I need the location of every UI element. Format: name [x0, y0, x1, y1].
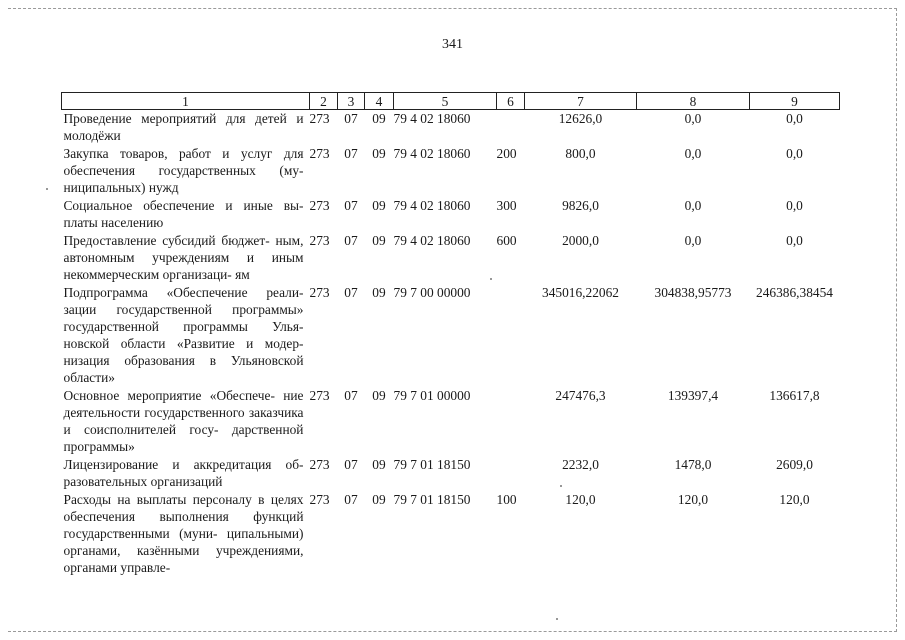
cell-value-8: 0,0	[684, 233, 702, 248]
cell-expense-type	[497, 456, 525, 491]
column-header: 2	[310, 93, 338, 110]
table-row	[62, 110, 840, 146]
cell-section: 07	[344, 146, 358, 161]
cell-subsection: 09	[372, 492, 386, 507]
cell-subsection: 09	[372, 457, 386, 472]
cell-name-line: и молодёжи	[63, 111, 304, 143]
cell-subsection: 09	[372, 111, 386, 126]
scan-speck	[490, 278, 492, 280]
cell-name	[62, 491, 310, 577]
cell-grbs: 273	[309, 457, 330, 472]
cell-value-7: 120,0	[565, 492, 596, 507]
cell-value-7: 2000,0	[562, 233, 599, 248]
column-header: 8	[637, 93, 750, 110]
cell-grbs: 273	[309, 492, 330, 507]
cell-value-9: 136617,8	[769, 388, 820, 403]
cell-value-8: 1478,0	[674, 457, 712, 472]
cell-name-line: платы населению	[63, 215, 164, 230]
cell-expense-type: 200	[496, 146, 517, 161]
cell-section: 07	[344, 111, 358, 126]
cell-expense-type	[497, 284, 525, 387]
cell-value-7: 247476,3	[555, 388, 606, 403]
cell-name-line: заказчика и соисполнителей госу-	[63, 405, 304, 437]
cell-section: 07	[344, 492, 358, 507]
cell-target-article: 79 4 02 18060	[393, 111, 471, 126]
page-number: 341	[442, 37, 463, 52]
scan-speck	[46, 188, 48, 190]
cell-name-line: Закупка товаров, работ и услуг для	[63, 146, 304, 161]
cell-name-line: Подпрограмма «Обеспечение реали-	[63, 285, 304, 300]
cell-name-line: Проведение мероприятий для детей	[63, 111, 287, 126]
cell-grbs: 273	[309, 388, 330, 403]
cell-subsection: 09	[372, 198, 386, 213]
cell-name-line: функций государственными (муни-	[63, 509, 304, 541]
cell-subsection: 09	[372, 285, 386, 300]
cell-section: 07	[344, 285, 358, 300]
cell-subsection: 09	[372, 233, 386, 248]
table-row	[62, 456, 840, 491]
cell-subsection: 09	[372, 388, 386, 403]
cell-grbs: 273	[309, 111, 330, 126]
cell-grbs: 273	[309, 285, 330, 300]
scan-speck	[560, 485, 562, 487]
header-row	[62, 93, 840, 110]
cell-name-line: области»	[63, 370, 115, 385]
cell-target-article: 79 7 01 00000	[393, 388, 471, 403]
cell-name	[62, 456, 310, 491]
cell-target-article: 79 7 01 18150	[393, 457, 471, 472]
cell-value-8: 120,0	[677, 492, 709, 507]
cell-value-7: 12626,0	[558, 111, 603, 126]
table-row	[62, 232, 840, 284]
cell-value-7: 800,0	[565, 146, 596, 161]
cell-section: 07	[344, 233, 358, 248]
cell-name-line: разовательных организаций	[63, 474, 223, 489]
cell-value-7: 9826,0	[562, 198, 599, 213]
cell-name-line: низация образования в Ульяновской	[63, 353, 304, 368]
cell-target-article: 79 7 01 18150	[393, 492, 471, 507]
column-header: 7	[525, 93, 637, 110]
cell-name-line: зации государственной программы»	[63, 302, 304, 317]
table-row	[62, 491, 840, 577]
cell-expense-type	[497, 110, 525, 146]
scan-speck	[556, 618, 558, 620]
cell-value-7: 345016,22062	[542, 285, 619, 300]
cell-name-line: ципальными) органами, казёнными	[63, 526, 304, 558]
cell-name	[62, 284, 310, 387]
cell-name-line: Предоставление субсидий бюджет-	[63, 233, 270, 248]
cell-target-article: 79 4 02 18060	[393, 198, 471, 213]
cell-value-8: 0,0	[684, 146, 702, 161]
budget-table	[61, 92, 840, 577]
column-header: 5	[394, 93, 497, 110]
cell-target-article: 79 4 02 18060	[393, 146, 471, 161]
cell-name	[62, 197, 310, 232]
table-row	[62, 284, 840, 387]
cell-value-8: 0,0	[684, 198, 702, 213]
page-frame-top	[8, 8, 897, 9]
cell-name-line: новской области «Развитие и модер-	[63, 336, 304, 351]
cell-name	[62, 387, 310, 456]
table-row	[62, 145, 840, 197]
table-body	[62, 110, 840, 578]
cell-value-9: 0,0	[786, 146, 803, 161]
column-header: 9	[750, 93, 840, 110]
cell-name-line: учреждениями, органами управле-	[63, 543, 304, 575]
cell-value-9: 0,0	[786, 198, 803, 213]
cell-section: 07	[344, 388, 358, 403]
column-header: 4	[365, 93, 394, 110]
cell-name-line: иным некоммерческим организаци-	[63, 250, 304, 282]
cell-name-line: дарственной программы»	[63, 422, 304, 454]
cell-grbs: 273	[309, 233, 330, 248]
cell-name-line: ям	[235, 267, 250, 282]
column-header: 6	[497, 93, 525, 110]
page-frame-bottom	[8, 631, 897, 632]
cell-name-line: ние деятельности государственного	[63, 388, 304, 420]
cell-grbs: 273	[309, 146, 330, 161]
cell-name	[62, 110, 310, 146]
cell-section: 07	[344, 457, 358, 472]
cell-value-9: 0,0	[786, 111, 803, 126]
cell-expense-type: 300	[496, 198, 517, 213]
cell-value-9: 120,0	[779, 492, 810, 507]
cell-name-line: Лицензирование и аккредитация об-	[63, 457, 304, 472]
cell-expense-type: 100	[496, 492, 517, 507]
cell-value-8: 0,0	[684, 111, 702, 126]
cell-expense-type: 600	[496, 233, 517, 248]
cell-name-line: ниципальных) нужд	[63, 180, 179, 195]
cell-name-line: Социальное обеспечение и иные вы-	[63, 198, 304, 213]
cell-name-line: Основное мероприятие «Обеспече-	[63, 388, 275, 403]
table-row	[62, 197, 840, 232]
cell-name-line: Расходы на выплаты персоналу в	[63, 492, 265, 507]
cell-section: 07	[344, 198, 358, 213]
cell-value-9: 2609,0	[776, 457, 813, 472]
cell-target-article: 79 7 00 00000	[393, 285, 471, 300]
column-header: 1	[62, 93, 310, 110]
cell-name-line: обеспечения государственных (му-	[63, 163, 304, 178]
cell-name-line: целях обеспечения выполнения	[63, 492, 304, 524]
cell-value-7: 2232,0	[562, 457, 599, 472]
column-header: 3	[338, 93, 365, 110]
cell-target-article: 79 4 02 18060	[393, 233, 471, 248]
table-row	[62, 387, 840, 456]
cell-subsection: 09	[372, 146, 386, 161]
cell-value-8: 139397,4	[667, 388, 719, 403]
cell-value-9: 0,0	[786, 233, 803, 248]
cell-name	[62, 145, 310, 197]
cell-name	[62, 232, 310, 284]
cell-name-line: ным, автономным учреждениям и	[63, 233, 304, 265]
cell-value-9: 246386,38454	[756, 285, 833, 300]
page-frame-right	[896, 8, 897, 632]
cell-expense-type	[497, 387, 525, 456]
cell-value-8: 304838,95773	[654, 285, 732, 300]
cell-grbs: 273	[309, 198, 330, 213]
cell-name-line: государственной программы Улья-	[63, 319, 304, 334]
